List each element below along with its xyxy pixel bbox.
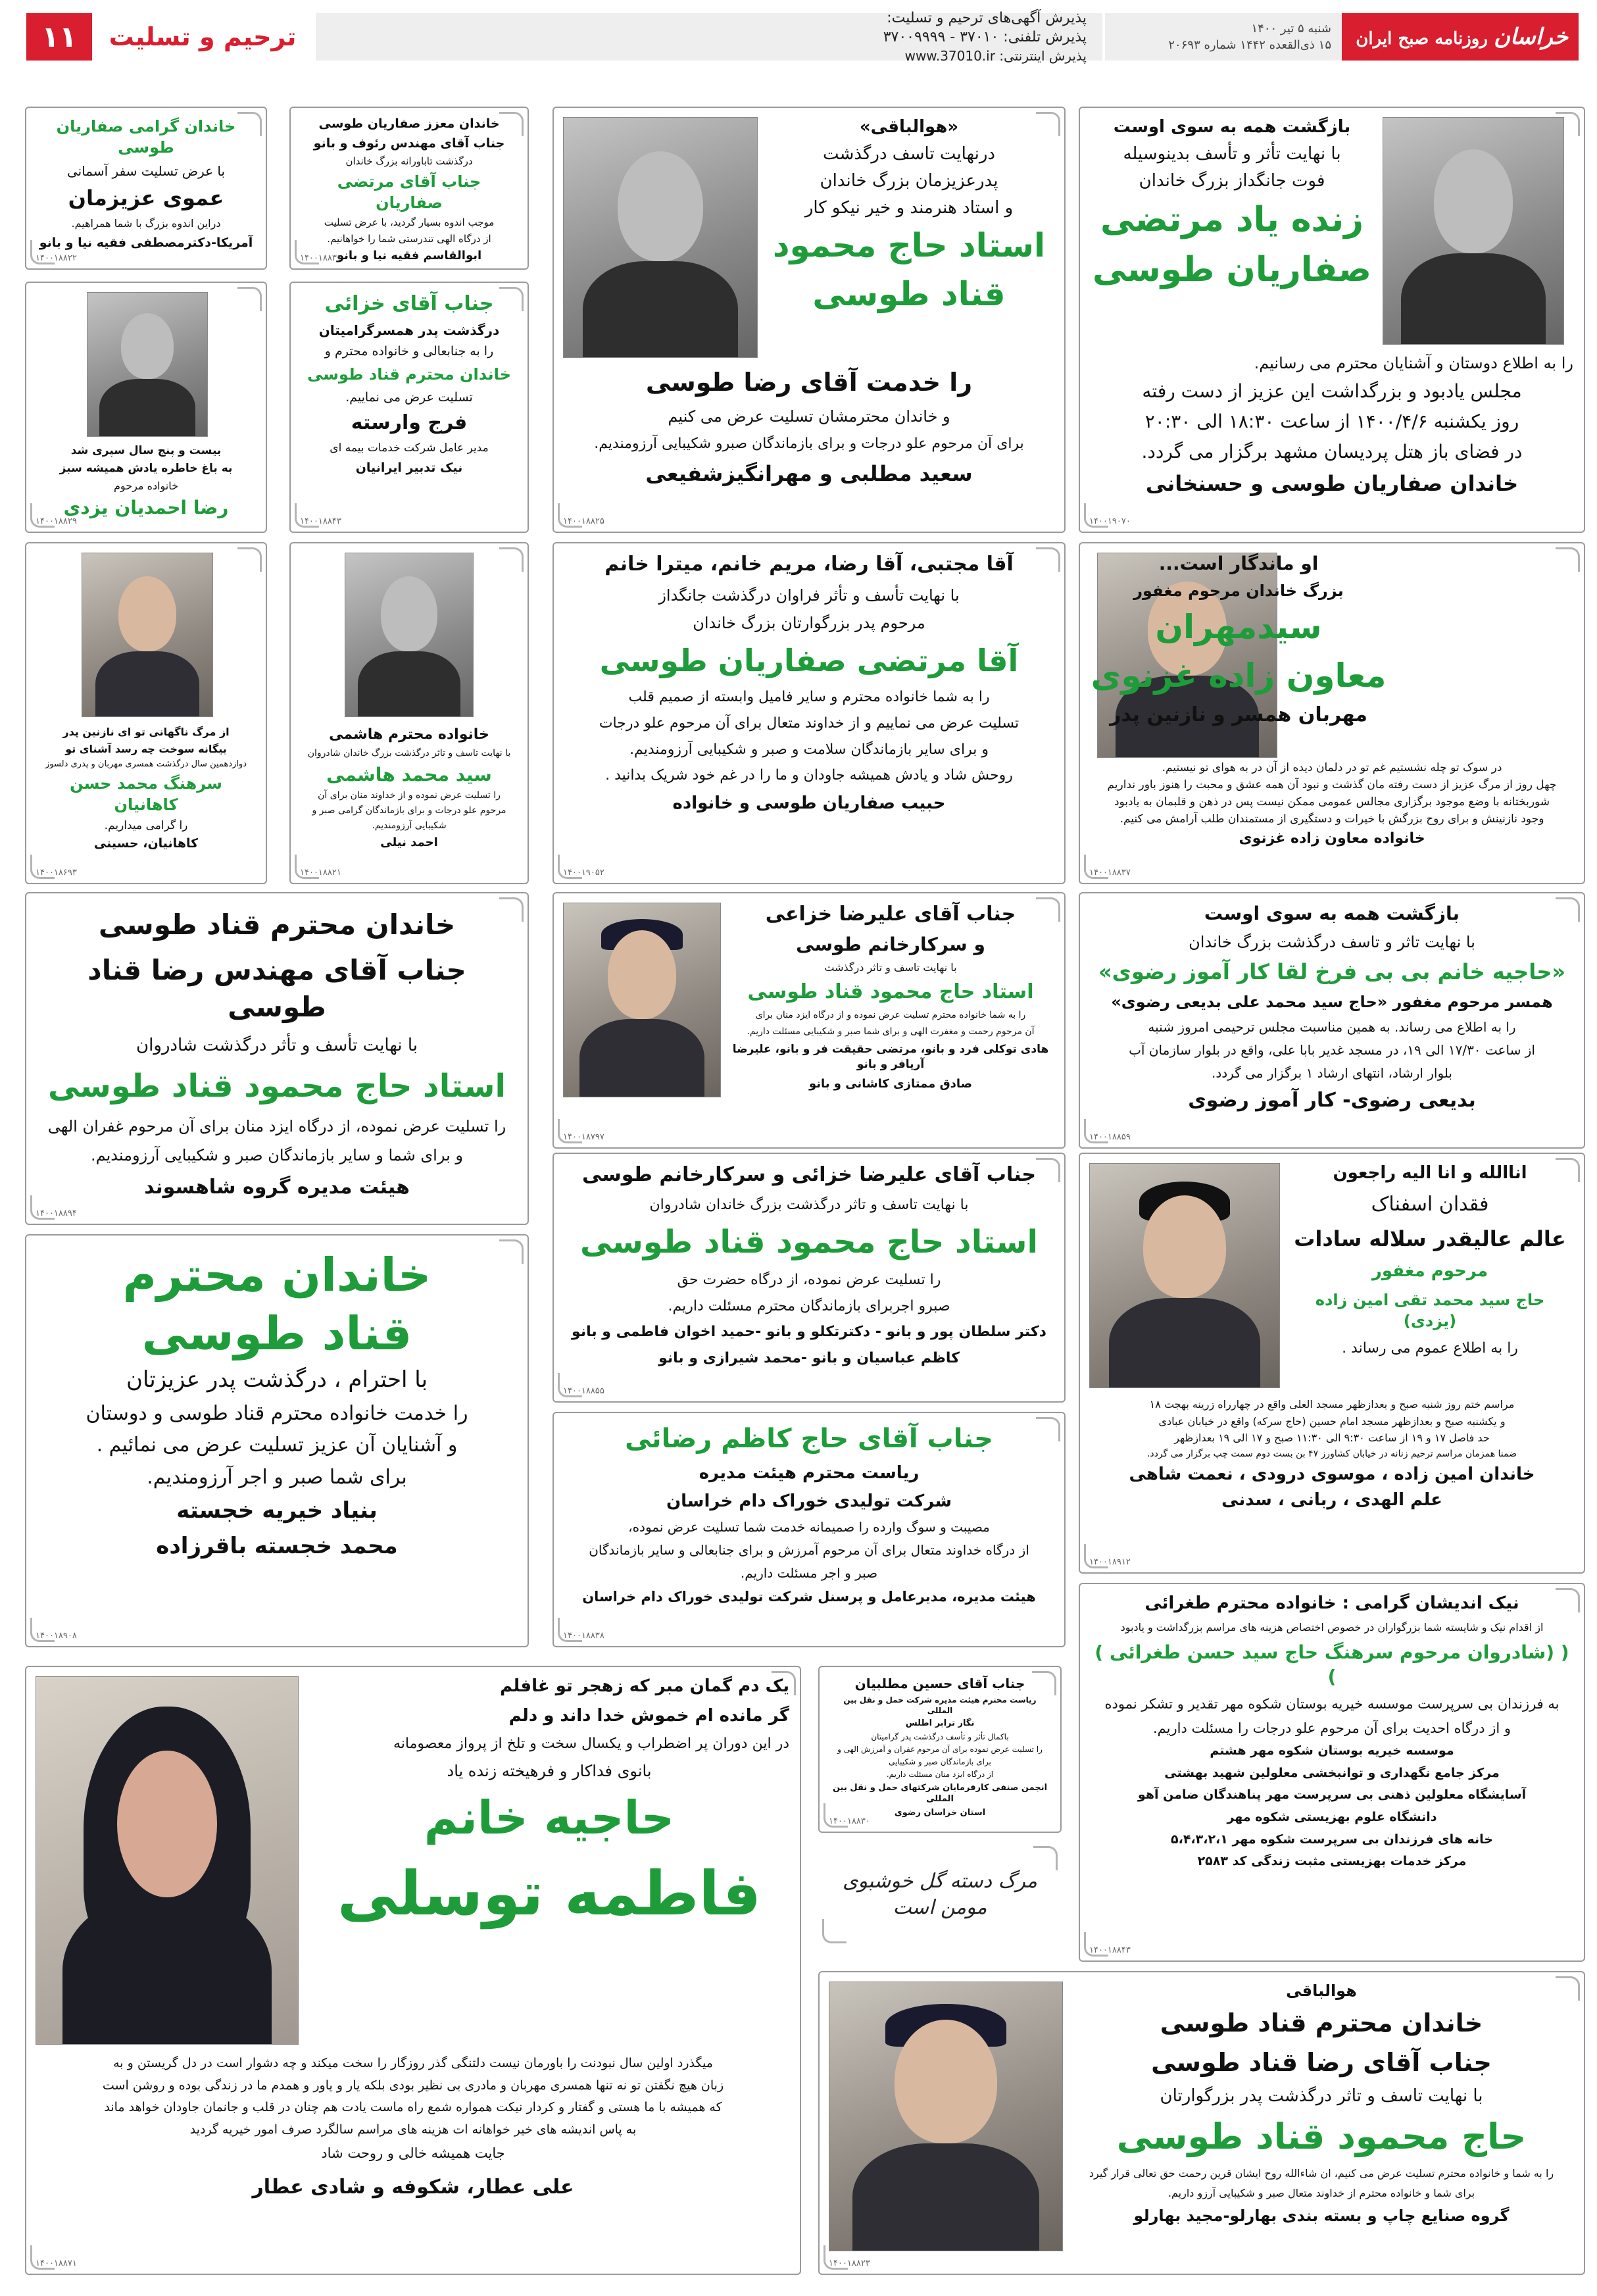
ad-line: بانوی فداکار و فرهیخته زنده یاد — [447, 1761, 652, 1780]
portrait-photo — [87, 292, 208, 437]
ad-line: نگار ترابر اطلس — [905, 1718, 975, 1729]
ad-line: مجلس یادبود و بزرگداشت این عزیز از دست رفته — [1142, 380, 1522, 403]
ad-line: را گرامی میداریم. — [104, 818, 188, 832]
ad-line: باکمال تأثر و تأسف درگذشت پدر گرامیتان — [871, 1732, 1009, 1741]
ad-line: بزرگ خاندان مرحوم مغفور — [1133, 581, 1344, 600]
ad-line: ریاست محترم هیئت مدیره شرکت حمل و نقل بین المللی — [843, 1695, 1037, 1716]
deceased-name: زنده یاد مرتضی — [1100, 200, 1364, 240]
obituary-ad-a18 — [1079, 1583, 1585, 1962]
ad-line: درنهایت تاسف درگذشت — [823, 144, 995, 164]
deceased-name: استاد حاج محمود قناد طوسی — [580, 1224, 1038, 1261]
portrait-photo — [345, 553, 474, 717]
deceased-name: فاطمه توسلی — [337, 1859, 762, 1930]
portrait-photo — [1383, 117, 1564, 345]
newspaper-name: روزنامه صبح ایران — [1356, 29, 1488, 49]
deceased-name: خاندان محترم — [122, 1248, 431, 1302]
ads-website: پذیرش اینترنتی: www.37010.ir — [904, 48, 1087, 64]
obituary-ad-a20 — [818, 1666, 1062, 1833]
ad-line: برای بازماندگان صبر و شکیبایی — [889, 1757, 991, 1767]
ad-code: ۱۴۰۰۱۸۸۹۴ — [36, 1209, 77, 1218]
ad-line: و یکشنبه صبح و بعدازظهر مسجد امام حسین (حاج سرکه) واقع در خیابان عبادی — [1158, 1414, 1506, 1428]
ad-line: مدیر عامل شرکت خدمات بیمه ای — [330, 441, 489, 455]
ad-line: شکیبایی آرزومندیم. — [372, 820, 447, 832]
portrait-photo — [563, 117, 758, 358]
page-number: ۱۱ — [26, 13, 92, 61]
ad-line: با نهایت تاسف و تاثر درگذشت بزرگ خاندان شادروان — [307, 747, 511, 759]
ad-line: از درگاه الهی تندرستی شما را خواهانیم. — [327, 232, 491, 245]
ad-line: با عرض تسلیت سفر آسمانی — [66, 162, 226, 179]
ad-signature: حبیب صفاریان طوسی و خانواده — [672, 793, 946, 814]
deceased-name: قناد طوسی — [141, 1306, 412, 1360]
ad-line: را به شما خانواده محترم و سایر فامیل وابسته از صمیم قلب — [628, 689, 990, 706]
ad-line: را به شما خانواده محترم تسلیت عرض نموده و از درگاه ایزد منان برای — [755, 1010, 1026, 1021]
ad-signature: بدیعی رضوی- کار آموز رضوی — [1188, 1088, 1476, 1112]
ad-line: برای آن مرحوم علو درجات و برای بازماندگان صبرو شکیبایی آرزومندیم. — [594, 435, 1024, 452]
ad-line: با نهایت تأسف و تأثر فراوان درگذشت جانگداز — [658, 586, 960, 605]
obituary-ad-a13 — [1079, 892, 1585, 1149]
ad-line: خانواده محترم هاشمی — [329, 726, 489, 743]
ad-line: به فرزندان بی سرپرست موسسه خیریه بوستان شکوه مهر تقدیر و تشکر نموده — [1104, 1696, 1560, 1712]
ad-line: با نهایت تأسف و تأثر درگذشت شادروان — [136, 1036, 418, 1056]
ad-code: ۱۴۰۰۱۸۸۲۹ — [36, 516, 77, 526]
ad-code: ۱۴۰۰۱۸۸۲۱ — [300, 868, 341, 878]
ad-line: شرکت تولیدی خوراک دام خراسان — [666, 1491, 952, 1512]
ad-line: را به اطلاع می رساند. به همین مناسبت مجلس ترحیمی امروز شنبه — [1148, 1018, 1516, 1035]
ad-line: با نهایت تاسف و تاثر درگذشت پدر بزرگوارتان — [1160, 2085, 1483, 2106]
portrait-photo — [82, 553, 213, 717]
portrait-photo — [36, 1676, 299, 2045]
ad-line: عالم عالیقدر سلاله سادات — [1294, 1226, 1566, 1251]
ad-line: جناب آقای علیرضا خزاعی — [765, 903, 1016, 926]
ad-code: ۱۴۰۰۱۸۹۰۸ — [36, 1631, 77, 1641]
ads-contact — [316, 10, 1105, 64]
ad-line: و آشنایان آن عزیز تسلیت عرض می نمائیم . — [96, 1434, 458, 1457]
ad-signature: هادی توکلی فرد و بانو، مرتضی حقیقت فر و بانو، علیرضا آریافر و بانو — [732, 1043, 1049, 1072]
ad-line: به پاس اندیشه های خیر خواهانه ات هزینه های مراسم سالگرد صرف امور خیریه گردید — [189, 2122, 637, 2137]
ad-line: جناب آقای خزائی — [324, 292, 494, 315]
ad-code: ۱۴۰۰۱۹۰۵۲ — [563, 868, 604, 878]
ad-line: از اقدام نیک و شایسته شما بزرگواران در خصوص اختصاص هزینه های مراسم بزرگداشت و یادبود — [1120, 1621, 1544, 1634]
portrait-photo — [1089, 1163, 1280, 1388]
ads-contact-title: پذیرش آگهی‌های ترحیم و تسلیت: — [887, 10, 1087, 26]
ad-line: درگذشت تاباورانه بزرگ خاندان — [345, 155, 473, 168]
ad-line: مراسم ختم روز شنبه صبح و بعدازظهر مسجد العلی واقع در چهارراه زرینه بهجت ۱۸ — [1149, 1398, 1515, 1410]
ad-line: را به جنابعالی و خانواده محترم و — [324, 343, 494, 359]
deceased-name: جناب آقای مرتضی صفاریان — [337, 172, 481, 212]
ad-line: و برای سایر بازماندگان سلامت و صبر و شکیبایی آرزومندیم. — [629, 741, 989, 758]
obituary-ad-a5 — [289, 282, 529, 533]
ad-line: مرحوم علو درجات و برای بازماندگان گرامی صبر و — [312, 805, 506, 816]
ad-signature: هیئت مدیره گروه شاهسوند — [144, 1175, 410, 1199]
newspaper-logo: خراسان — [1493, 24, 1568, 50]
ad-signature: کاظم عباسیان و بانو -محمد شیرازی و بانو — [658, 1350, 960, 1367]
ad-code: ۱۴۰۰۱۹۰۷۰ — [1089, 516, 1131, 526]
ad-signature: هیئت مدیره، مدیرعامل و پرسنل شرکت تولیدی خوراک دام خراسان — [582, 1589, 1036, 1605]
obituary-ad-a3 — [289, 107, 529, 270]
ad-line: در این دوران پر اضطراب و یکسال سخت و تلخ از پرواز معصومانه — [393, 1735, 789, 1753]
ad-signature: علم الهدی ، ربانی ، سدنی — [1221, 1489, 1442, 1510]
ad-line: خاندان گرامی صفاریان طوسی — [56, 117, 236, 157]
obituary-ad-a14 — [553, 1153, 1066, 1403]
obituary-ad-a12 — [553, 892, 1066, 1149]
ad-line: چهل روز از مرگ عزیز از دست رفته مان گذشت و نبود آن همه عشق و محبت را هنوز باور نداریم — [1107, 778, 1557, 791]
ad-signature: نیک تدبیر ایرانیان — [355, 460, 463, 475]
ad-line: دراین اندوه بزرگ با شما همراهیم. — [71, 216, 221, 230]
ad-line: موسسه خیریه بوستان شکوه مهر هشتم — [1210, 1743, 1454, 1758]
obituary-ad-a1 — [1079, 107, 1585, 533]
ad-signature: خاندان صفاریان طوسی و حسنخانی — [1145, 470, 1519, 496]
ad-line: بیگانه سوخت چه رسد آشنای تو — [65, 742, 227, 755]
ad-signature: فرج وارسته — [351, 411, 468, 435]
ad-line: ریاست محترم هیئت مدیره — [699, 1463, 920, 1483]
ad-line: گر مانده ام خموش خدا داند و دلم — [508, 1706, 789, 1726]
obituary-ad-a11 — [25, 892, 529, 1225]
ad-line: مرحوم پدر بزرگوارتان بزرگ خاندان — [693, 613, 925, 632]
ad-line: حد فاصل ۱۷ و ۱۹ از ساعت ۹:۳۰ الی ۱۱:۳۰ صبح و ۱۷ الی ۱۹ بعدازظهر — [1174, 1432, 1490, 1445]
ad-line: جایت همیشه خالی و روحت شاد — [321, 2145, 505, 2161]
ad-line: صبرو اجربرای بازماندگان محترم مسئلت داریم. — [668, 1297, 950, 1314]
ad-code: ۱۴۰۰۱۸۷۹۷ — [563, 1132, 604, 1142]
ad-line: همسر مرحوم مغفور «حاج سید محمد علی بدیعی رضوی» — [1111, 993, 1553, 1012]
portrait-photo — [829, 1982, 1063, 2251]
ad-signature: بنیاد خیریه خجسته — [176, 1497, 378, 1524]
ad-line: آسایشگاه معلولین ذهنی بی سرپرست مهر پناهندگان ضامن آهو — [1137, 1787, 1527, 1803]
ad-line: بازگشت همه به سوی اوست — [1113, 117, 1351, 137]
ad-line: خاندان محترم قناد طوسی — [1160, 2009, 1483, 2038]
ad-line: خاندان معزز صفاریان طوسی — [318, 116, 500, 131]
section-title: ترحیم و تسلیت — [92, 13, 316, 61]
ad-signature: استان خراسان رضوی — [894, 1807, 986, 1818]
ad-line: وجود نازنینش و برای روح بزرگش با خیرات و دستگیری از مستمندان طلب آرامش می کنیم. — [1119, 812, 1544, 826]
ad-line: با احترام ، درگذشت پدر عزیزتان — [126, 1366, 428, 1393]
ad-line: و برای شما و سایر بازماندگان صبر و شکیبایی آرزومندیم. — [91, 1146, 463, 1165]
deceased-name: سرهنگ محمد حسن کاهانیان — [70, 774, 222, 814]
obituary-ad-a2 — [553, 107, 1066, 533]
ad-signature: احمد نیلی — [380, 836, 438, 850]
ad-line: فقدان اسفناک — [1371, 1193, 1489, 1216]
ad-signature: دکتر سلطان پور و بانو - دکترتکلو و بانو -حمید اخوان فاطمی و بانو — [572, 1324, 1046, 1341]
newspaper-brand — [1342, 13, 1579, 61]
ad-line: از درگاه خداوند متعال برای آن مرحوم آمرزش و برای جنابعالی و سایر بازماندگان — [589, 1542, 1029, 1559]
obituary-ad-a9 — [289, 542, 529, 884]
ad-code: ۱۴۰۰۱۸۸۷۱ — [36, 2259, 77, 2268]
ad-line: نیک اندیشان گرامی : خانواده محترم طغرائی — [1144, 1593, 1519, 1613]
ad-line: آقا مجتبی، آقا رضا، مریم خانم، میترا خانم — [604, 553, 1014, 576]
ad-line: با نهایت تاسف و تاثر درگذشت بزرگ خاندان شادروان — [649, 1196, 969, 1213]
ad-signature: کاهانیان، حسینی — [93, 836, 199, 851]
ad-line: زبان هیچ نگفتن تو نه تنها همسری مهربان و مادری بی نظیر بودی بلکه یار و یاور و همدم ما در زندگی بوده و روشن است — [102, 2078, 724, 2093]
ad-line: از ساعت ۱۷/۳۰ الی ۱۹، در مسجد غدیر بابا علی، واقع در بلوار سازمان آب — [1129, 1041, 1535, 1058]
ad-signature: محمد خجسته باقرزاده — [156, 1533, 398, 1560]
deceased-name: استاد حاج محمود — [772, 226, 1046, 265]
deceased-name: رضا احمدیان یزدی — [63, 497, 229, 519]
ad-line: اناالله و انا الیه راجعون — [1333, 1163, 1527, 1183]
ad-line: را تسلیت عرض نموده برای آن مرحوم غفران و آمرزش الهی و — [837, 1745, 1043, 1755]
ad-line: در فضای باز هتل پردیسان مشهد برگزار می گردد. — [1141, 440, 1523, 462]
ad-line: او ماندگار است... — [1158, 553, 1319, 574]
ad-line: را به اطلاع عموم می رساند . — [1342, 1339, 1518, 1357]
ad-code: ۱۴۰۰۱۸۸۲۳ — [829, 2259, 870, 2268]
ad-line: و خاندان محترمشان تسلیت عرض می کنیم — [668, 407, 950, 426]
ad-line: صبر و اجر مسئلت داریم. — [740, 1565, 878, 1582]
ad-line: بازگشت همه به سوی اوست — [1204, 903, 1460, 924]
ad-signature: سعید مطلبی و مهرانگیزشفیعی — [645, 461, 973, 487]
deceased-name: عموی عزیزمان — [68, 185, 224, 211]
ad-line: را تسلیت عرض نموده، از درگاه حضرت حق — [677, 1271, 941, 1288]
obituary-ad-a17 — [553, 1412, 1066, 1647]
ad-line: دانشگاه علوم بهزیستی شکوه مهر — [1227, 1809, 1437, 1824]
ad-line: که همیشه با ما هستی و گفتار و کردار نیکت همواره شمع راه ماست یادت هم چنان در قلب و جانمان جاودان خواهد ماند — [104, 2100, 722, 2115]
ad-line: جناب آقای حاج کاظم رضائی — [625, 1424, 993, 1454]
deceased-name: سید محمد هاشمی — [326, 763, 492, 786]
ad-line: روز یکشنبه ۱۴۰۰/۴/۶ از ساعت ۱۸:۳۰ الی ۲۰:۳۰ — [1144, 411, 1519, 433]
ad-line: تسلیت عرض می نماییم و از خداوند متعال برای آن مرحوم علو درجات — [599, 715, 1020, 732]
ad-line: «هوالباقی» — [859, 117, 959, 137]
deceased-name: ( (شادروان مرحوم سرهنگ حاج سید حسن طغرائی ) ) — [1094, 1641, 1569, 1688]
ad-line: از مرگ ناگهانی تو ای نازنین پدر — [62, 726, 230, 738]
ad-code: ۱۴۰۰۱۸۸۲۵ — [563, 516, 604, 526]
ad-code: ۱۴۰۰۱۸۹۱۲ — [1089, 1557, 1131, 1567]
ad-line: میگذرد اولین سال نبودنت را باورمان نیست دلتنگی گذر روزگار را سخت میکند و چه دشوار است در دل گریستن و به — [113, 2056, 713, 2070]
deceased-name: سیدمهران — [1155, 608, 1322, 647]
ad-line: پدرعزیزمان بزرگ خاندان — [820, 171, 998, 191]
ad-line: بلوار ارشاد، انتهای ارشاد ۱ برگزار می گردد. — [1212, 1064, 1453, 1081]
ad-line: برای شما و خانواده محترم از خداوند متعال صبر و شکیبایی آرزو داریم. — [1167, 2186, 1475, 2199]
ad-code: ۱۴۰۰۱۸۸۳۷ — [1089, 868, 1131, 878]
ads-phone: پذیرش تلفنی: ۳۷۰۱۰ - ۳۷۰۰۹۹۹۹ — [883, 29, 1087, 45]
deceased-name: حاج سید محمد تقی امین زاده (یزدی) — [1315, 1290, 1545, 1331]
ad-line: و سرکارخانم طوسی — [796, 933, 985, 955]
deceased-name: حاجیه خانم — [424, 1791, 675, 1845]
deceased-name: قناد طوسی — [812, 274, 1006, 313]
deceased-name: آقا مرتضی صفاریان طوسی — [599, 643, 1019, 679]
ad-code: ۱۴۰۰۱۸۸۴۳ — [300, 516, 341, 526]
ad-code: ۱۴۰۰۱۸۶۹۳ — [36, 868, 77, 878]
calligraphy-text: مرگ دسته گل خوشبوی مومن است — [843, 1869, 1037, 1919]
issue-date: شنبه ۵ تیر ۱۴۰۰ — [1251, 22, 1331, 36]
ad-code: ۱۴۰۰۱۸۸۳۰ — [829, 1816, 870, 1826]
deceased-name: استاد حاج محمود قناد طوسی — [48, 1068, 506, 1105]
ad-line: را تسلیت عرض نموده، از درگاه ایزد منان برای آن مرحوم غفران الهی — [47, 1116, 506, 1136]
deceased-name: استاد حاج محمود قناد طوسی — [747, 980, 1034, 1003]
ad-line: یک دم گمان مبر که زهجر تو غافلم — [500, 1676, 789, 1696]
obituary-ad-a10 — [25, 542, 267, 884]
ad-line: ضمنا همزمان مراسم ترحیم زنانه در خیابان کشاورز ۴۷ بن بست دوم سمت چپ برگزار می گردد. — [1146, 1448, 1517, 1459]
ad-line: از درگاه ایزد منان مسئلت داریم. — [886, 1770, 994, 1780]
ad-line: جناب آقای علیرضا خزائی و سرکارخانم طوسی — [581, 1163, 1037, 1186]
ad-line: را خدمت آقای رضا طوسی — [645, 368, 973, 397]
ad-signature: خانواده معاون زاده غزنوی — [1239, 830, 1425, 847]
ad-signature: ابوالقاسم فقیه نیا و بانو — [336, 248, 482, 262]
ad-signature: علی عطار، شکوفه و شادی عطار — [252, 2175, 574, 2199]
ad-line: خاندان محترم قناد طوسی — [307, 365, 511, 384]
ad-line: را تسلیت عرض نموده و از خداوند منان برای آن — [318, 790, 501, 801]
calligraphy-ad-a21 — [818, 1842, 1062, 1947]
ad-line: هوالباقی — [1286, 1982, 1357, 2000]
ad-line: را خدمت خانواده محترم قناد طوسی و دوستان — [86, 1401, 468, 1425]
ad-code: ۱۴۰۰۱۸۸۵۵ — [563, 1386, 604, 1396]
ad-line: شوربختانه با وضع موجود برگزاری مجالس عمومی ممکن نیست پس در ذهن و قلبمان به یادبود — [1114, 795, 1550, 809]
issue-number: ۱۵ ذی‌القعده ۱۴۴۲ شماره ۲۰۶۹۳ — [1168, 38, 1331, 52]
ad-line: دوازدهمین سال درگذشت همسری مهربان و پدری دلسوز — [45, 759, 247, 770]
obituary-ad-a22 — [818, 1971, 1585, 2275]
ad-code: ۱۴۰۰۱۸۸۴۳ — [1089, 1945, 1131, 1955]
deceased-name: مرحوم مغفور — [1371, 1260, 1488, 1281]
ad-line: درگذشت پدر همسرگرامیتان — [318, 322, 500, 338]
ad-line: را به اطلاع دوستان و آشنایان محترم می رسانیم. — [1254, 354, 1573, 372]
obituary-ad-a16 — [25, 1234, 529, 1647]
ad-line: و استاد هنرمند و خیر نیکو کار — [804, 198, 1014, 218]
ad-line: و از درگاه احدیت برای آن مرحوم علو درجات را مسئلت داریم. — [1152, 1720, 1511, 1736]
obituary-ad-a15 — [1079, 1153, 1585, 1574]
ad-signature: گروه صنایع چاپ و بسته بندی بهارلو-مجید بهارلو — [1133, 2207, 1510, 2226]
portrait-photo — [563, 903, 721, 1097]
deceased-name: صفاریان طوسی — [1093, 250, 1371, 290]
ad-line: تسلیت عرض می نماییم. — [345, 389, 473, 405]
ad-line: فوت جانگداز بزرگ خاندان — [1139, 171, 1325, 191]
ad-line: آن مرحوم رحمت و مغفرت الهی و برای شما صبر و شکیبایی مسئلت داریم. — [747, 1026, 1035, 1037]
ad-signature: آمریکا-دکترمصطفی فقیه نیا و بانو — [39, 235, 253, 250]
ad-line: جناب آقای حسین مطلبیان — [854, 1676, 1025, 1691]
obituary-ad-a4 — [25, 107, 267, 270]
deceased-name: حاج محمود قناد طوسی — [1116, 2116, 1527, 2158]
ad-line: را به شما و خانواده محترم تسلیت عرض می کنیم، ان شاءالله روح ایشان قرین رحمت حق تعالی قرار گیرد — [1089, 2166, 1554, 2180]
ad-code: ۱۴۰۰۱۸۸۲۲ — [36, 253, 77, 263]
ad-line: به باغ خاطره یادش همیشه سبز — [59, 461, 233, 475]
obituary-ad-a6 — [25, 282, 267, 533]
ad-line: با نهایت تاسف و تاثر درگذشت — [824, 961, 957, 974]
ad-line: روحش شاد و یادش همیشه جاودان و ما را در غم خود شریک بدانید . — [605, 767, 1013, 784]
ad-signature: صادق ممتازی کاشانی و بانو — [808, 1077, 973, 1091]
obituary-ad-a19 — [25, 1666, 801, 2275]
ad-line: موجب اندوه بسیار گردید، با عرض تسلیت — [324, 216, 495, 229]
ad-line: مصیبت و سوگ وارده را صمیمانه خدمت شما تسلیت عرض نموده، — [628, 1519, 990, 1535]
page-header — [26, 10, 1579, 64]
obituary-ad-a7 — [1079, 542, 1585, 884]
ad-line: خاندان محترم قناد طوسی — [98, 909, 456, 941]
ad-line: خانواده مرحوم — [114, 479, 178, 492]
ad-line: مرکز جامع نگهداری و توانبخشی معلولین شهید بهشتی — [1164, 1765, 1500, 1780]
ad-line: جناب آقای مهندس رضا قناد طوسی — [87, 953, 466, 1024]
ad-line: با نهایت تاثر و تاسف درگذشت بزرگ خاندان — [1189, 932, 1475, 951]
ad-code: ۱۴۰۰۱۸۸۳۸ — [563, 1631, 604, 1641]
ad-line: بیست و پنج سال سپری شد — [70, 444, 222, 457]
issue-meta — [1105, 13, 1342, 61]
deceased-name: معاون زاده غزنوی — [1091, 656, 1387, 695]
ad-code: ۱۴۰۰۱۸۸۵۹ — [1089, 1132, 1131, 1142]
ad-line: برای شما صبر و اجر آرزومندیم. — [147, 1465, 407, 1489]
ad-signature: انجمن صنفی کارفرمایان شرکتهای حمل و نقل بین المللی — [832, 1782, 1048, 1805]
ad-line: مهربان همسر و نازنین پدر — [1110, 703, 1367, 727]
ad-signature: خاندان امین زاده ، موسوی درودی ، نعمت شاهی — [1129, 1464, 1535, 1484]
obituary-ad-a8 — [553, 542, 1066, 884]
ad-line: مرکز خدمات بهزیستی مثبت زندگی کد ۲۵۸۳ — [1197, 1854, 1467, 1869]
ad-line: با نهایت تأثر و تأسف بدینوسیله — [1123, 144, 1341, 164]
ad-line: جناب آقای مهندس رئوف و بانو — [313, 136, 505, 151]
ad-line: جناب آقای رضا قناد طوسی — [1151, 2047, 1492, 2077]
ad-line: خانه های فرزندان بی سرپرست شکوه مهر ۵،۴،۳،۲،۱ — [1171, 1832, 1494, 1847]
ad-line: در سوک تو چله نشستیم غم تو در دلمان دیده از آن در به هوای تو نیستیم. — [1162, 761, 1502, 774]
deceased-name: «حاجیه خانم بی بی فرخ لقا کار آموز رضوی» — [1098, 959, 1566, 985]
ad-code: ۱۴۰۰۱۸۸۳۱ — [300, 253, 341, 263]
